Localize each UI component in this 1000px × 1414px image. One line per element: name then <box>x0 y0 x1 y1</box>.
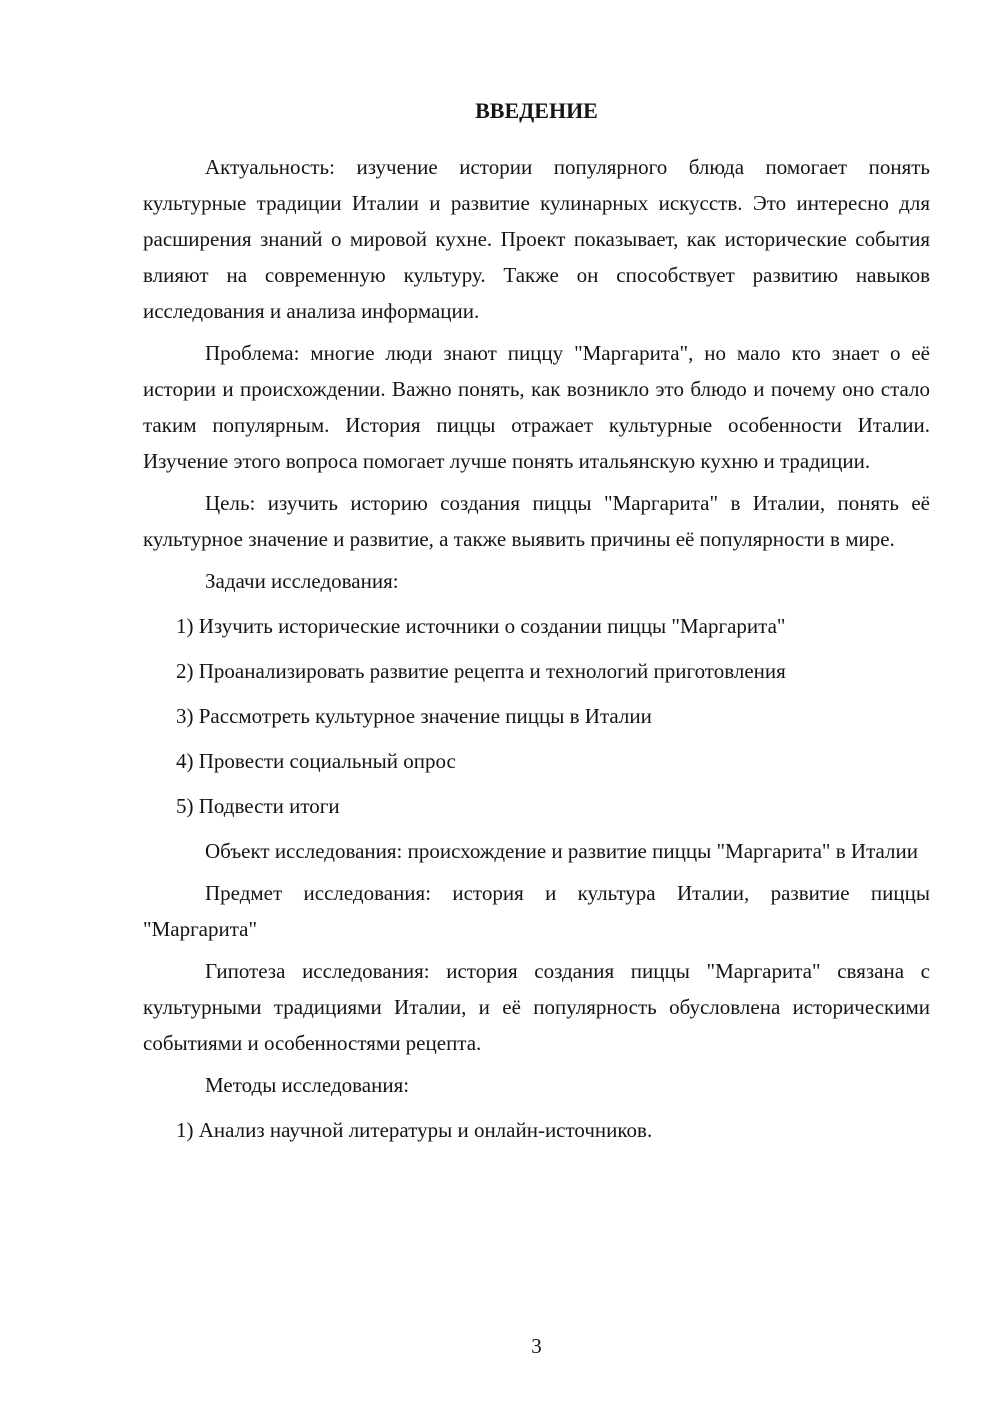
list-item-task-2: 2) Проанализировать развитие рецепта и технологий приготовления <box>176 659 786 683</box>
paragraph-predmet: Предмет исследования: история и культура Италии, развитие пиццы "Маргарита" <box>143 881 930 941</box>
list-item-task-4: 4) Провести социальный опрос <box>176 749 456 773</box>
paragraph-obyekt: Объект исследования: происхождение и развитие пиццы "Маргарита" в Италии <box>205 839 918 863</box>
paragraph-zadachi-heading: Задачи исследования: <box>205 569 399 593</box>
document-title: ВВЕДЕНИЕ <box>475 98 598 123</box>
list-item-task-3: 3) Рассмотреть культурное значение пиццы в Италии <box>176 704 652 728</box>
list-item-method-1: 1) Анализ научной литературы и онлайн-источников. <box>176 1118 653 1142</box>
page-number: 3 <box>531 1334 542 1358</box>
paragraph-metody-heading: Методы исследования: <box>205 1073 410 1097</box>
paragraph-gipoteza: Гипотеза исследования: история создания пиццы "Маргарита" связана с культурными традициями Италии, и её популярность обусловлена историческими событиями и особенностями рецепта. <box>143 959 930 1055</box>
list-item-task-5: 5) Подвести итоги <box>176 794 340 818</box>
list-item-task-1: 1) Изучить исторические источники о создании пиццы "Маргарита" <box>176 614 786 638</box>
paragraph-tsel: Цель: изучить историю создания пиццы "Маргарита" в Италии, понять её культурное значение и развитие, а также выявить причины её популярности в мире. <box>143 491 930 551</box>
paragraph-aktualnost: Актуальность: изучение истории популярного блюда помогает понять культурные традиции Италии и развитие кулинарных искусств. Это интересно для расширения знаний о мировой кухне. Проект показывает, как исторические события влияют на современную культуру. Также он способствует развитию навыков исследования и анализа информации. <box>143 155 930 323</box>
paragraph-problema: Проблема: многие люди знают пиццу "Маргарита", но мало кто знает о её истории и происхождении. Важно понять, как возникло это блюдо и почему оно стало таким популярным. История пиццы отражает культурные особенности Италии. Изучение этого вопроса помогает лучше понять итальянскую кухню и традиции. <box>143 341 930 473</box>
